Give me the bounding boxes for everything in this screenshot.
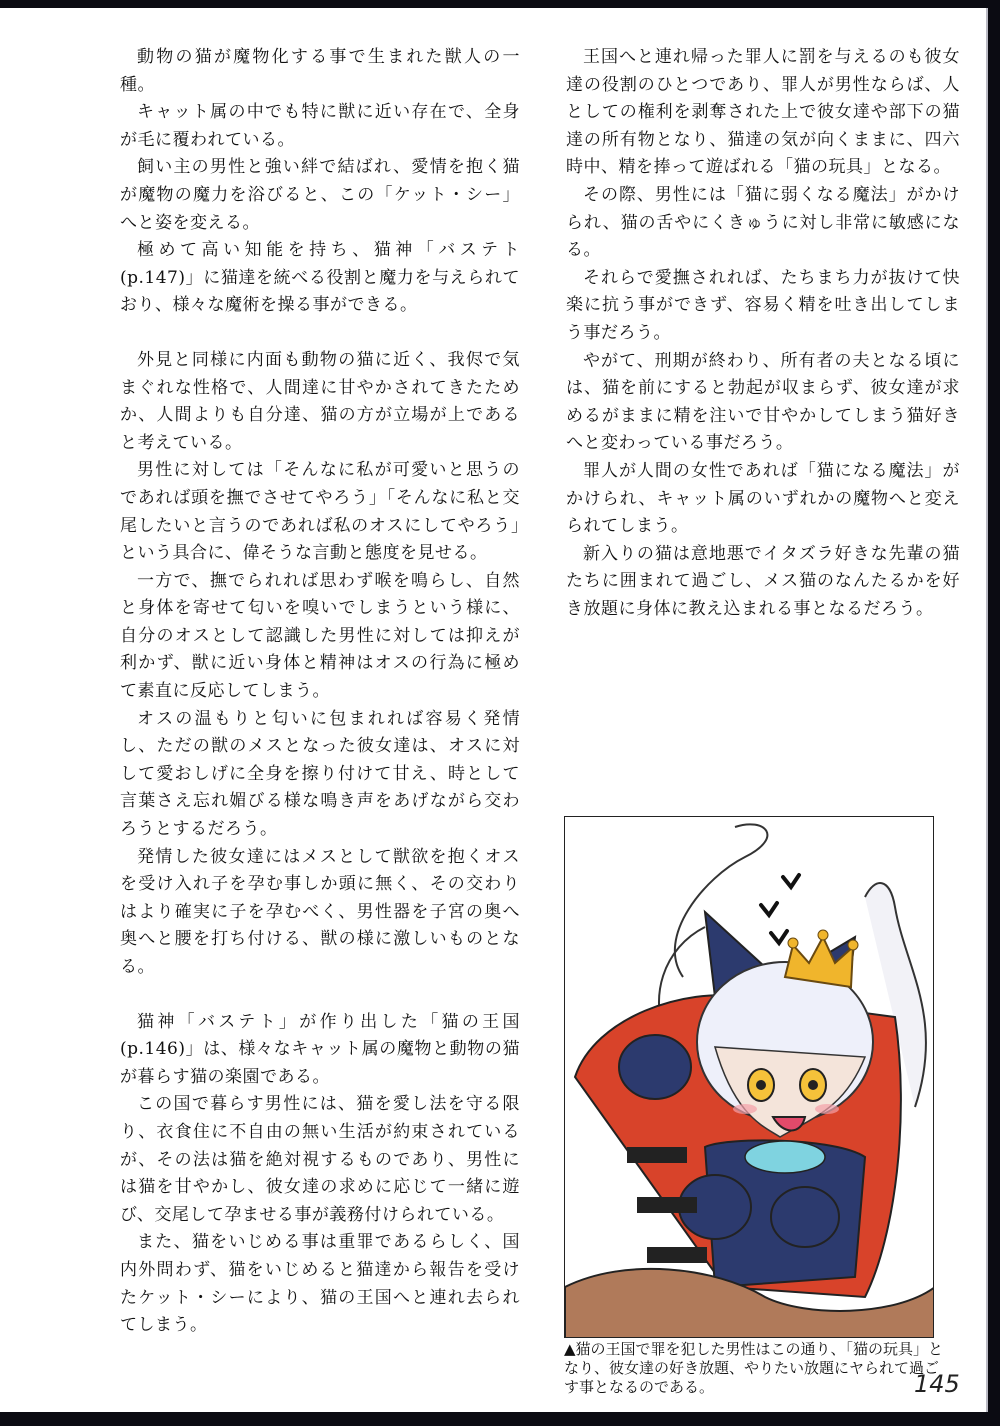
body-paragraph: また、猫をいじめる事は重罪であるらしく、国内外問わず、猫をいじめると猫達から報告を受けたケット・シーにより、猫の王国へと連れ去られてしまう。 [120,1232,520,1336]
left-text-column [120,44,520,1340]
body-paragraph: 外見と同様に内面も動物の猫に近く、我侭で気まぐれな性格で、人間達に甘やかされてきたためか、人間よりも自分達、猫の方が立場が上であると考えている。 [120,349,520,453]
body-paragraph: 男性に対しては「そんなに私が可愛いと思うのであれば頭を撫でさせてやろう」「そんなに私と交尾したいと言うのであれば私のオスにしてやろう」という具合に、偉そうな言動と態度を見せる。 [120,460,520,564]
paragraph-gap [120,982,520,1009]
body-paragraph: 飼い主の男性と強い絆で結ばれ、愛情を抱く猫が魔物の魔力を浴びると、この「ケット・シー」へと姿を変える。 [120,157,520,233]
body-paragraph: それらで愛撫されれば、たちまち力が抜けて快楽に抗う事ができず、容易く精を吐き出してしまう事だろう。 [566,267,960,343]
illustration-artwork [565,817,934,1338]
illustration-caption: ▲猫の王国で罪を犯した男性はこの通り、「猫の玩具」となり、彼女達の好き放題、やりたい放題にヤられて過ごす事となるのである。 [564,1340,944,1396]
body-paragraph: この国で暮らす男性には、猫を愛し法を守る限り、衣食住に不自由の無い生活が約束されているが、その法は猫を絶対視するものであり、男性には猫を甘やかし、彼女達の求めに応じて一緒に遊び、交尾して孕ませる事が義務付けられている。 [120,1094,520,1225]
paragraph-gap [120,320,520,347]
page-number: 145 [914,1370,960,1398]
body-paragraph: 動物の猫が魔物化する事で生まれた獣人の一種。 [120,47,520,95]
body-paragraph: やがて、刑期が終わり、所有者の夫となる頃には、猫を前にすると勃起が収まらず、彼女達が求めるがままに精を注いで甘やかしてしまう猫好きへと変わっている事だろう。 [566,350,960,454]
body-paragraph: 一方で、撫でられれば思わず喉を鳴らし、自然と身体を寄せて匂いを嗅いでしまうという様に、自分のオスとして認識した男性に対しては抑えが利かず、獣に近い身体と精神はオスの行為に極めて素直に反応してしまう。 [120,570,520,702]
page-border-top [0,0,1000,8]
character-illustration [564,816,934,1338]
page-border-bottom [0,1412,1000,1426]
body-paragraph: 発情した彼女達にはメスとして獣欲を抱くオスを受け入れ子を孕む事しか頭に無く、その交わりはより確実に子を孕むべく、男性器を子宮の奥へ奥へと腰を打ち付ける、獣の様に激しいものとなる。 [120,846,520,977]
body-paragraph: 罪人が人間の女性であれば「猫になる魔法」がかけられ、キャット属のいずれかの魔物へと変えられてしまう。 [566,460,960,537]
right-text-column [566,44,960,623]
page-border-right [988,0,1000,1426]
body-paragraph: 猫神「バステト」が作り出した「猫の王国(p.146)」は、様々なキャット属の魔物と動物の猫が暮らす猫の楽園である。 [120,1011,520,1087]
body-paragraph: その際、男性には「猫に弱くなる魔法」がかけられ、猫の舌やにくきゅうに対し非常に敏感になる。 [566,184,960,261]
body-paragraph: オスの温もりと匂いに包まれれば容易く発情し、ただの獣のメスとなった彼女達は、オスに対して愛おしげに全身を擦り付けて甘え、時として言葉さえ忘れ媚びる様な鳴き声をあげながら交わろうとするだろう。 [120,708,520,840]
body-paragraph: キャット属の中でも特に獣に近い存在で、全身が毛に覆われている。 [120,102,520,150]
body-paragraph: 極めて高い知能を持ち、猫神「バステト(p.147)」に猫達を統べる役割と魔力を与えられており、様々な魔術を操る事ができる。 [120,240,520,316]
body-paragraph: 新入りの猫は意地悪でイタズラ好きな先輩の猫たちに囲まれて過ごし、メス猫のなんたるかを好き放題に身体に教え込まれる事となるだろう。 [566,543,960,619]
page-border-inner-line [986,8,988,1412]
body-paragraph: 王国へと連れ帰った罪人に罰を与えるのも彼女達の役割のひとつであり、罪人が男性ならば、人としての権利を剥奪された上で彼女達や部下の猫達の所有物となり、猫達の気が向くままに、四六時中、精を捧って遊ばれる「猫の玩具」となる。 [566,47,960,178]
